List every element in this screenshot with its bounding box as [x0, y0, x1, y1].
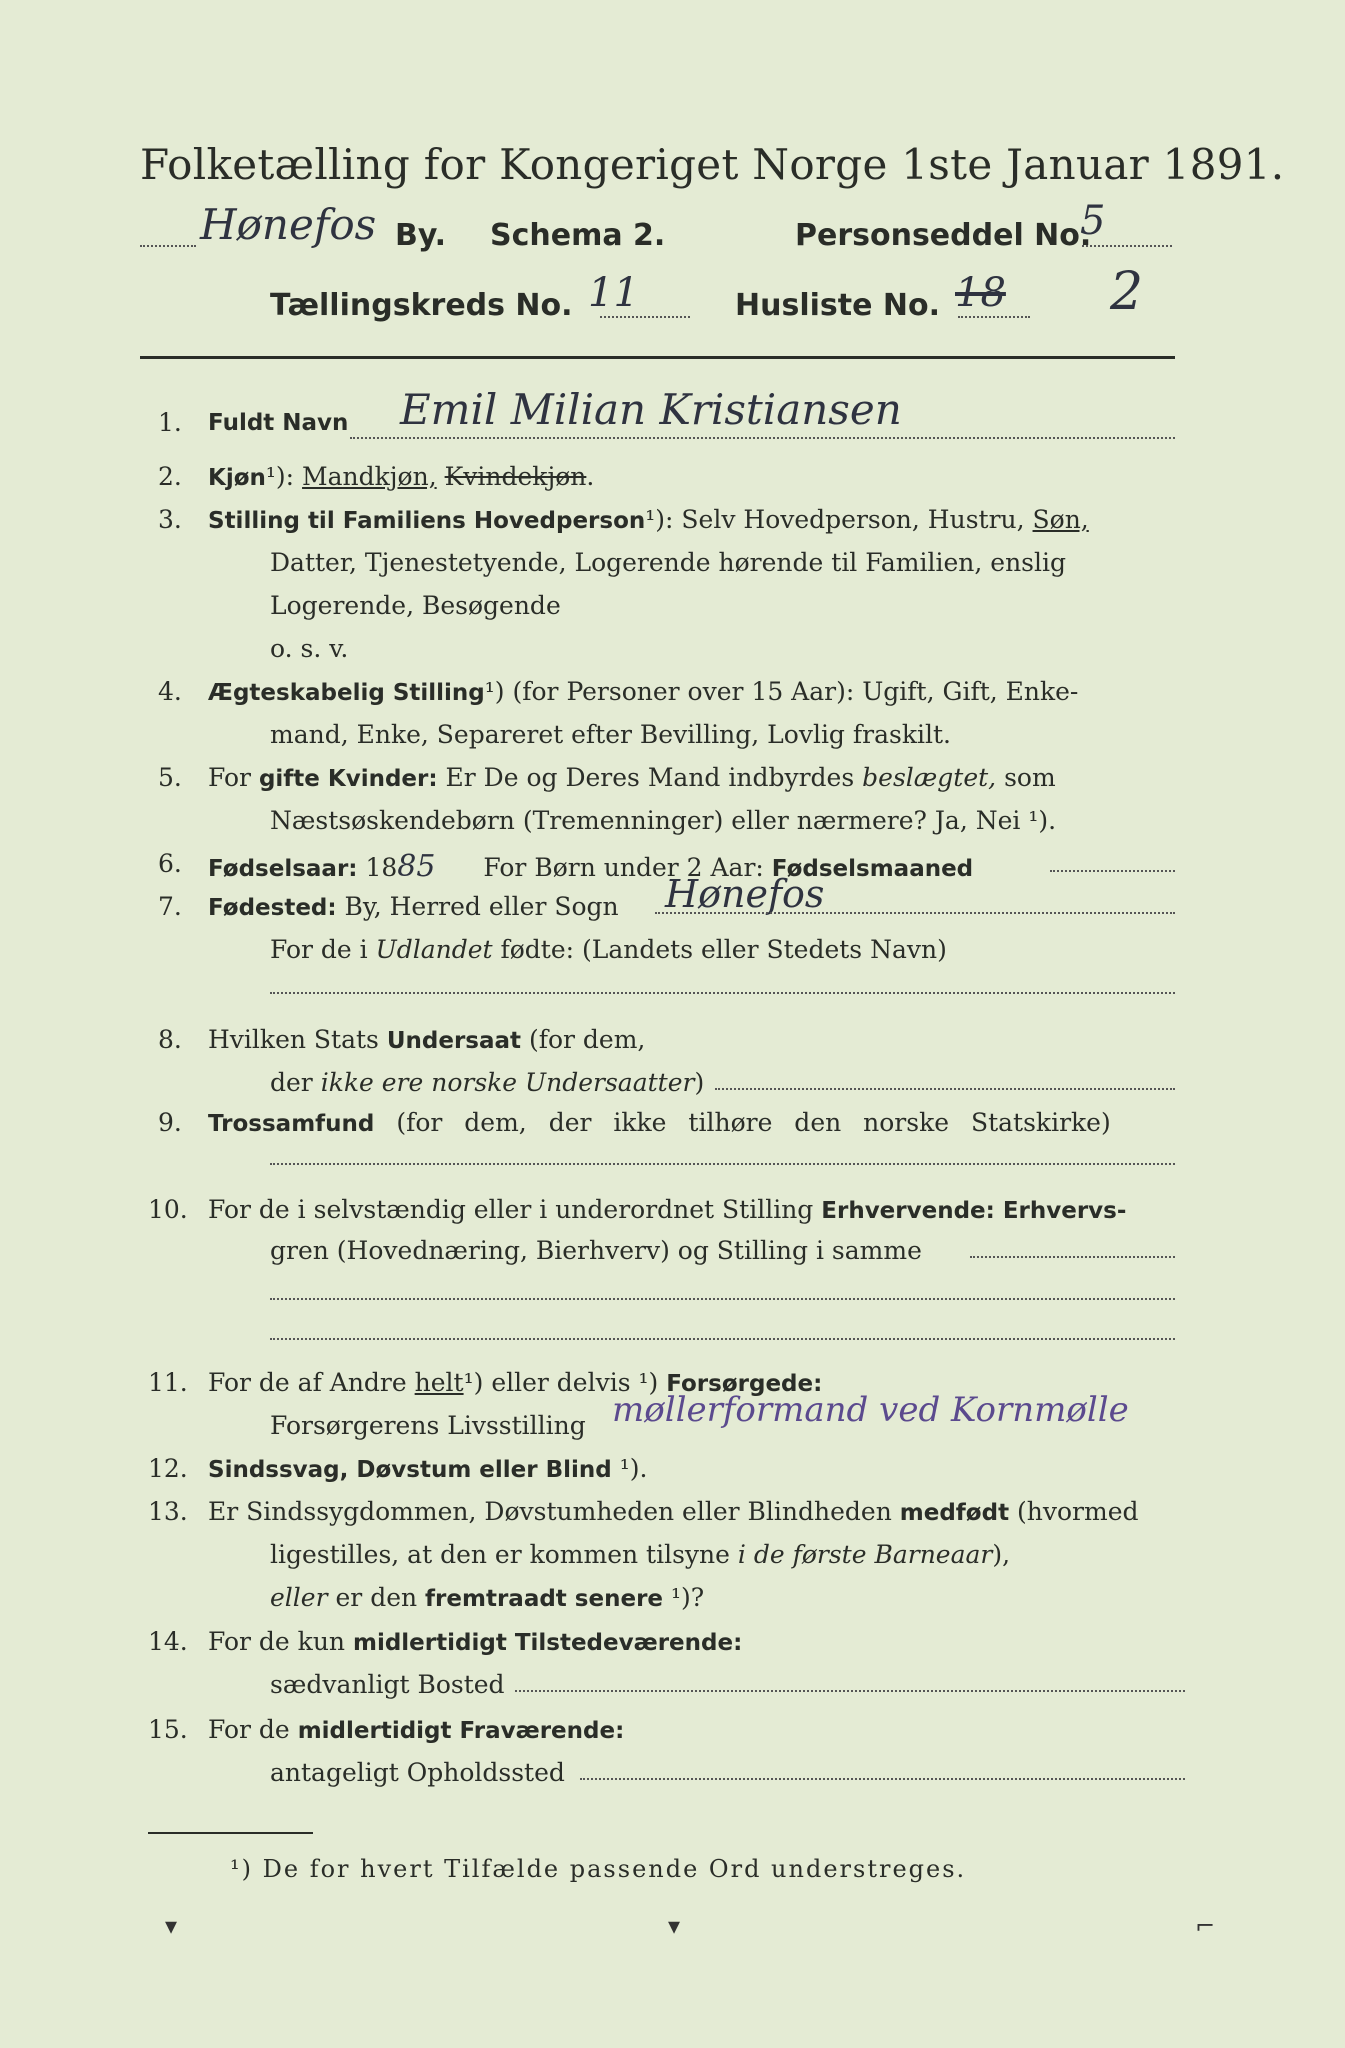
q9-label: Trossamfund: [208, 1111, 375, 1137]
q13-text2i: i de første Barneaar: [737, 1540, 993, 1569]
q13-line1: [208, 1497, 1139, 1526]
personseddel-label: Personseddel No.: [795, 218, 1092, 253]
dotted-line: [270, 1298, 1175, 1300]
q9-line1: [208, 1108, 1111, 1137]
dotted-line: [140, 245, 196, 247]
q13-text3b: ¹)?: [670, 1583, 705, 1612]
q10-text1: For de i selvstændig eller i underordnet Stilling: [208, 1195, 814, 1224]
q5-pre: For: [208, 763, 251, 792]
q5-line2: Næstsøskendebørn (Tremenninger) eller nærmere? Ja, Nei ¹).: [270, 806, 1057, 835]
q10-label: Erhvervende:: [821, 1198, 995, 1224]
q5-som: som: [1004, 763, 1056, 792]
q13-line3: [270, 1583, 704, 1612]
q2-female: Kvindekjøn: [444, 462, 587, 491]
q7-value: Hønefos: [665, 872, 825, 916]
item-number: 15.: [148, 1715, 188, 1744]
q6-prefix: 18: [365, 853, 398, 882]
kreds-value: 11: [588, 270, 639, 316]
q4-text1: ¹) (for Personer over 15 Aar): Ugift, Gift, Enke-: [484, 677, 1079, 706]
q2-sup: ¹):: [265, 462, 295, 491]
q1-value: Emil Milian Kristiansen: [400, 385, 902, 434]
q2-line: Kjøn¹): Mandkjøn, Kvindekjøn.: [208, 462, 595, 491]
q3-line1: [208, 505, 1089, 534]
item-number: 5.: [158, 763, 182, 792]
q15-line1: [208, 1715, 624, 1744]
q3-line4: o. s. v.: [270, 634, 349, 663]
q4-line2: mand, Enke, Separeret efter Bevilling, Lovlig fraskilt.: [270, 720, 951, 749]
header-rule: [140, 356, 1175, 359]
item-number: 13.: [148, 1497, 188, 1526]
by-label: By.: [395, 218, 447, 253]
q6-label: Fødselsaar:: [208, 856, 358, 882]
q15-pre: For de: [208, 1715, 290, 1744]
form-title: Folketælling for Kongeriget Norge 1ste Januar 1891.: [140, 140, 1285, 189]
q11-value: møllerformand ved Kornmølle: [612, 1390, 1129, 1430]
q13-text2a: ligestilles, at den er kommen tilsyne: [270, 1540, 730, 1569]
paper-mark: ⌐: [1195, 1912, 1216, 1940]
item-number: 12.: [148, 1454, 188, 1483]
husliste-label: Husliste No.: [735, 288, 940, 323]
q8-text2a: der: [270, 1068, 313, 1097]
q12-tail: ¹).: [619, 1454, 648, 1483]
q3-label: Stilling til Familiens Hovedperson: [208, 508, 646, 534]
husliste-extra: 2: [1110, 262, 1144, 322]
schema-label: Schema 2.: [490, 218, 666, 253]
item-number: 7.: [158, 892, 182, 921]
q6-label2: Fødselsmaaned: [771, 856, 974, 882]
q5-text1: Er De og Deres Mand indbyrdes: [445, 763, 855, 792]
personseddel-value: 5: [1080, 198, 1106, 244]
dotted-line: [580, 1778, 1185, 1780]
q14-label: midlertidigt Tilstedeværende:: [352, 1630, 743, 1656]
q5-line1: [208, 763, 1056, 792]
dotted-line: [270, 992, 1175, 994]
q8-label: Undersaat: [386, 1028, 522, 1054]
item-number: 3.: [158, 505, 182, 534]
q5-label: gifte Kvinder:: [258, 766, 438, 792]
q5-italic: beslægtet,: [862, 763, 997, 792]
q10-line2: gren (Hovednæring, Bierhverv) og Stilling i samme: [270, 1236, 922, 1265]
item-number: 11.: [148, 1368, 188, 1397]
q2-male: Mandkjøn,: [302, 462, 437, 491]
q10-erh: Erhvervs-: [1002, 1198, 1127, 1224]
item-number: 9.: [158, 1108, 182, 1137]
dotted-line: [515, 1690, 1185, 1692]
q7-text2i: Udlandet: [375, 935, 493, 964]
item-number: 14.: [148, 1627, 188, 1656]
q14-line1: [208, 1627, 742, 1656]
q8-pre: Hvilken Stats: [208, 1025, 379, 1054]
item-number: 2.: [158, 462, 182, 491]
q3-line2: Datter, Tjenestetyende, Logerende hørende til Familien, enslig: [270, 548, 1067, 577]
q14-line2: sædvanligt Bosted: [270, 1670, 505, 1699]
dotted-line: [270, 1163, 1175, 1165]
q15-line2: antageligt Opholdssted: [270, 1758, 565, 1787]
paper-mark: ▾: [165, 1912, 178, 1940]
q13-text3a: er den: [335, 1583, 418, 1612]
dotted-line: [655, 912, 1175, 914]
q11-line2: Forsørgerens Livsstilling: [270, 1411, 586, 1440]
q4-line1: [208, 677, 1078, 706]
q12-label: Sindssvag, Døvstum eller Blind: [208, 1457, 612, 1483]
q13-line2: [270, 1540, 1010, 1569]
dotted-line: [270, 1338, 1175, 1340]
q13-text1b: (hvormed: [1017, 1497, 1139, 1526]
q3-text1: ¹): Selv Hovedperson, Hustru,: [645, 505, 1025, 534]
q11-text1a: For de af Andre: [208, 1368, 407, 1397]
q15-label: midlertidigt Fraværende:: [297, 1718, 625, 1744]
dotted-line: [1082, 245, 1172, 247]
q11-label: Forsørgede:: [666, 1371, 823, 1397]
q7-line2: [270, 935, 947, 964]
item-number: 4.: [158, 677, 182, 706]
q13-label: medfødt: [899, 1500, 1010, 1526]
footnote-rule: [148, 1832, 313, 1834]
q8-text2i: ikke ere norske Undersaatter: [320, 1068, 695, 1097]
item-number: 1.: [158, 408, 182, 437]
q8-text1: (for dem,: [528, 1025, 646, 1054]
q6-value: 85: [397, 849, 436, 884]
q13-text2b: ),: [992, 1540, 1011, 1569]
husliste-value: 18: [955, 270, 1006, 316]
dotted-line: [715, 1088, 1175, 1090]
q13-text3i: eller: [270, 1583, 328, 1612]
q3-line3: Logerende, Besøgende: [270, 591, 561, 620]
q7-text2a: For de i: [270, 935, 368, 964]
dotted-line: [970, 1256, 1175, 1258]
q14-pre: For de kun: [208, 1627, 346, 1656]
dotted-line: [600, 316, 690, 318]
q3-son: Søn,: [1032, 505, 1089, 534]
q12-line: [208, 1454, 647, 1483]
q8-line1: [208, 1025, 645, 1054]
q6-line: [208, 849, 973, 884]
item-number: 8.: [158, 1025, 182, 1054]
q7-text2b: fødte: (Landets eller Stedets Navn): [500, 935, 947, 964]
q11-text1b: ¹) eller delvis ¹): [463, 1368, 659, 1397]
q4-label: Ægteskabelig Stilling: [208, 680, 485, 706]
q11-helt: helt: [414, 1368, 464, 1397]
q1-label: Fuldt Navn: [208, 410, 349, 436]
dotted-line: [1050, 870, 1175, 872]
footnote: ¹) De for hvert Tilfælde passende Ord understreges.: [230, 1855, 967, 1883]
q8-text2b: ): [694, 1068, 705, 1097]
paper-mark: ▾: [668, 1912, 681, 1940]
city-handwritten: Hønefos: [200, 200, 377, 249]
item-number: 10.: [148, 1195, 188, 1224]
q7-text1: By, Herred eller Sogn: [344, 892, 619, 921]
dotted-line: [350, 437, 1175, 439]
kreds-label: Tællingskreds No.: [270, 288, 573, 323]
dotted-line: [958, 316, 1030, 318]
q8-line2: [270, 1068, 704, 1097]
q13-text1a: Er Sindssygdommen, Døvstumheden eller Blindheden: [208, 1497, 892, 1526]
q9-text1: (for dem, der ikke tilhøre den norske Statskirke): [396, 1108, 1111, 1137]
item-number: 6.: [158, 849, 182, 878]
q6-mid: For Børn under 2 Aar:: [483, 853, 764, 882]
q2-label: Kjøn: [208, 465, 266, 491]
q7-label: Fødested:: [208, 895, 337, 921]
q13-label2: fremtraadt senere: [425, 1586, 664, 1612]
q10-line1: [208, 1195, 1126, 1224]
q7-line1: [208, 892, 619, 921]
